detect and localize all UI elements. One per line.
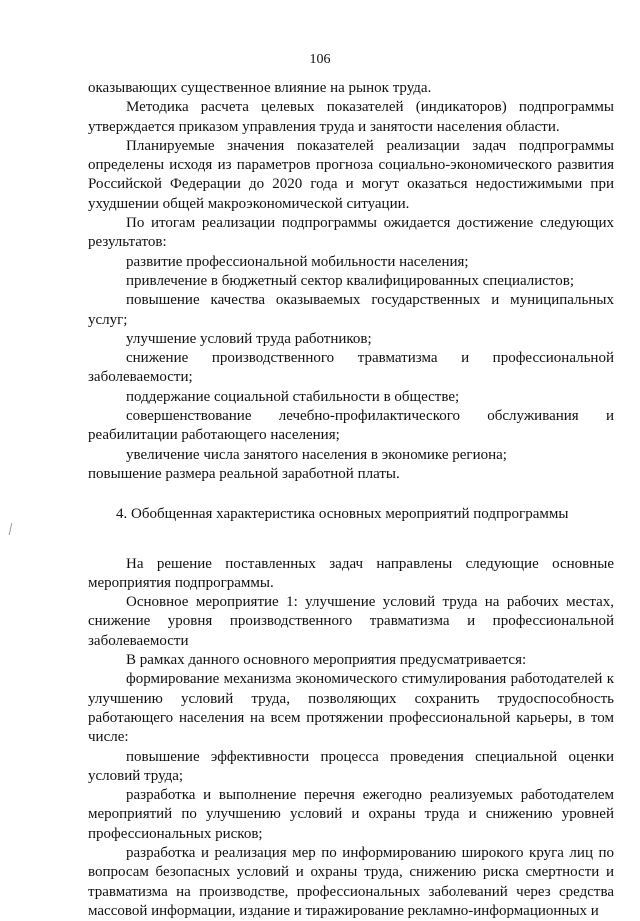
result-item: привлечение в бюджетный сектор квалифицированных специалистов; [126, 272, 575, 289]
activity-item: разработка и реализация мер по информированию широкого круга лиц по вопросам безопасных условий и охраны труда, снижению риска смертности и травматизма на производстве, профессиональных заболеваний через средства массовой информации, издание и тиражирование рекламно-информационных и [88, 844, 614, 919]
result-item: увеличение числа занятого населения в экономике региона; [126, 446, 507, 463]
result-item: развитие профессиональной мобильности населения; [126, 253, 469, 270]
result-item: повышение размера реальной заработной платы. [88, 465, 400, 482]
page-number: 106 [309, 52, 331, 67]
margin-pen-mark [9, 523, 17, 535]
result-item: улучшение условий труда работников; [126, 330, 372, 347]
section-heading: 4. Обобщенная характеристика основных мероприятий подпрограммы [116, 506, 569, 523]
activity-item: повышение эффективности процесса проведения специальной оценки условий труда; [88, 748, 614, 784]
result-item: совершенствование лечебно-профилактического обслуживания и реабилитации работающего населения; [88, 408, 614, 444]
paragraph-planned-values: Планируемые значения показателей реализации задач подпрограммы определены исходя из параметров прогноза социально-экономического развития Российской Федерации до 2020 года и могут оказаться недостижимыми при ухудшении общей макроэкономической ситуации. [88, 137, 614, 212]
paragraph-main-activity-1: Основное мероприятие 1: улучшение условий труда на рабочих местах, снижение уровня производственного травматизма и профессиональной заболеваемости [88, 594, 614, 649]
paragraph-continuation: оказывающих существенное влияние на рынок труда. [88, 80, 432, 96]
result-item: снижение производственного травматизма и профессиональной заболеваемости; [88, 350, 614, 386]
paragraph-methodology: Методика расчета целевых показателей (индикаторов) подпрограммы утверждается приказом управления труда и занятости населения области. [88, 99, 614, 135]
document-body [88, 79, 614, 921]
result-item: повышение качества оказываемых государственных и муниципальных услуг; [88, 292, 614, 328]
paragraph-activities-intro: На решение поставленных задач направлены следующие основные мероприятия подпрограммы. [88, 555, 614, 591]
activity-item: формирование механизма экономического стимулирования работодателей к улучшению условий труда, позволяющих сохранить трудоспособность работающего населения на всем протяжении профессиональной карьеры, в том числе: [88, 671, 614, 746]
paragraph-activity-scope: В рамках данного основного мероприятия предусматривается: [126, 652, 527, 669]
paragraph-expected-results: По итогам реализации подпрограммы ожидается достижение следующих результатов: [88, 215, 614, 251]
result-item: поддержание социальной стабильности в обществе; [126, 388, 460, 405]
activity-item: разработка и выполнение перечня ежегодно реализуемых работодателем мероприятий по улучшению условий и охраны труда и снижению уровней профессиональных рисков; [88, 787, 614, 842]
